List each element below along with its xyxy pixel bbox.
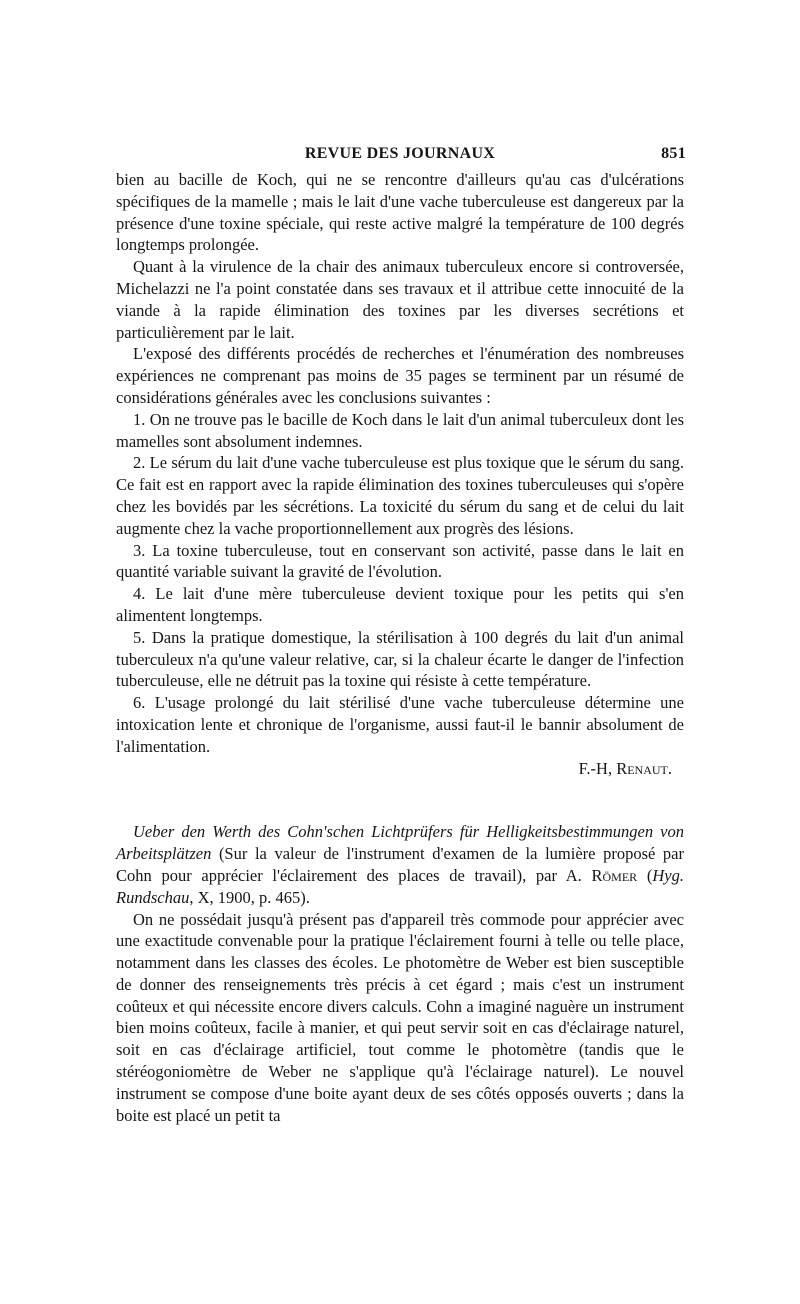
source-journal: Hyg. Rundschau xyxy=(116,865,684,907)
source-details: , X, 1900, p. 465). xyxy=(189,887,310,907)
article-michelazzi xyxy=(116,169,684,779)
german-title: Ueber den Werth des Cohn'schen Lichtprüfers für Helligkeitsbestimmungen von Arbeitsplätzen xyxy=(116,822,684,864)
signature-line xyxy=(116,758,684,780)
reviewer-signature: F.-H, Renaut. xyxy=(578,758,672,778)
journal-page xyxy=(116,145,684,1126)
paragraph: On ne possédait jusqu'à présent pas d'appareil très commode pour apprécier avec une exactitude convenable pour la pratique l'éclairement fourni à telle ou telle place, notamment dans les classes des écoles. Le photomètre de Weber est bien susceptible de donner des renseignements très précis à cet égard ; mais c'est un instrument coûteux et qui nécessite encore divers calculs. Cohn a imaginé naguère un instrument bien moins coûteux, facile à manier, et qui peut servir soit en cas d'éclairage naturel, soit en cas d'éclairage artificiel, tout comme le photomètre (tandis que le stéréogoniomètre de Weber ne s'applique qu'à l'éclairage naturel). Le nouvel instrument se compose d'une boite ayant deux de ses côtés opposés ouverts ; dans la boite est placé un petit ta xyxy=(116,909,684,1125)
paragraph: L'exposé des différents procédés de recherches et l'énumération des nombreuses expériences ne comprenant pas moins de 35 pages se terminent par un résumé de considérations générales avec les conclusions suivantes : xyxy=(116,344,684,407)
journal-title: REVUE DES JOURNAUX xyxy=(304,145,496,162)
article-romer xyxy=(116,821,684,1126)
author-name: Römer xyxy=(591,865,638,885)
page-number: 851 xyxy=(661,145,686,162)
conclusion-5: 5. Dans la pratique domestique, la stérilisation à 100 degrés du lait d'un animal tuberculeux n'a qu'une valeur relative, car, si la chaleur écarte le danger de l'infection tuberculeuse, elle ne détruit pas la toxine qui résiste à cette température. xyxy=(116,627,684,691)
conclusion-2: 2. Le sérum du lait d'une vache tuberculeuse est plus toxique que le sérum du sang. Ce fait est en rapport avec la rapide élimination des toxines tuberculeuses qui s'opère chez les bovidés par les sécrétions. La toxicité du sérum du sang et de celui du lait augmente chez la vache proportionnellement aux progrès des lésions. xyxy=(116,453,684,538)
conclusion-4: 4. Le lait d'une mère tuberculeuse devient toxique pour les petits qui s'en alimentent longtemps. xyxy=(116,584,684,625)
paragraph: bien au bacille de Koch, qui ne se rencontre d'ailleurs qu'au cas d'ulcérations spécifiques de la mamelle ; mais le lait d'une vache tuberculeuse est dangereux par la présence d'une toxine spéciale, qui reste active malgré la température de 100 degrés longtemps prolongée. xyxy=(116,170,684,255)
conclusion-3: 3. La toxine tuberculeuse, tout en conservant son activité, passe dans le lait en quantité variable suivant la gravité de l'évolution. xyxy=(116,540,684,582)
conclusion-6: 6. L'usage prolongé du lait stérilisé d'une vache tuberculeuse détermine une intoxication lente et chronique de l'organisme, aussi faut-il le bannir absolument de l'alimentation. xyxy=(116,693,684,756)
french-title: (Sur la valeur de l'instrument d'examen de la lumière proposé par Cohn pour apprécier l'éclairement des places de travail), par A. xyxy=(116,844,684,885)
paragraph: Quant à la virulence de la chair des animaux tuberculeux encore si controversée, Michelazzi ne l'a point constatée dans ses travaux et il attribue cette innocuité de la viande à la rapide élimination des toxines par les diverses secrétions et particulièrement par le lait. xyxy=(116,257,684,342)
conclusion-1: 1. On ne trouve pas le bacille de Koch dans le lait d'un animal tuberculeux dont les mamelles sont absolument indemnes. xyxy=(116,409,684,451)
review-title: Ueber den Werth des Cohn'schen Lichtprüfers für Helligkeitsbestimmungen von Arbeitsplätzen (Sur la valeur de l'instrument d'examen de la lumière proposé par Cohn pour apprécier l'éclairement des places de travail), par A. Römer (Hyg. Rundschau, X, 1900, p. 465). xyxy=(116,822,684,907)
running-header xyxy=(116,145,684,169)
